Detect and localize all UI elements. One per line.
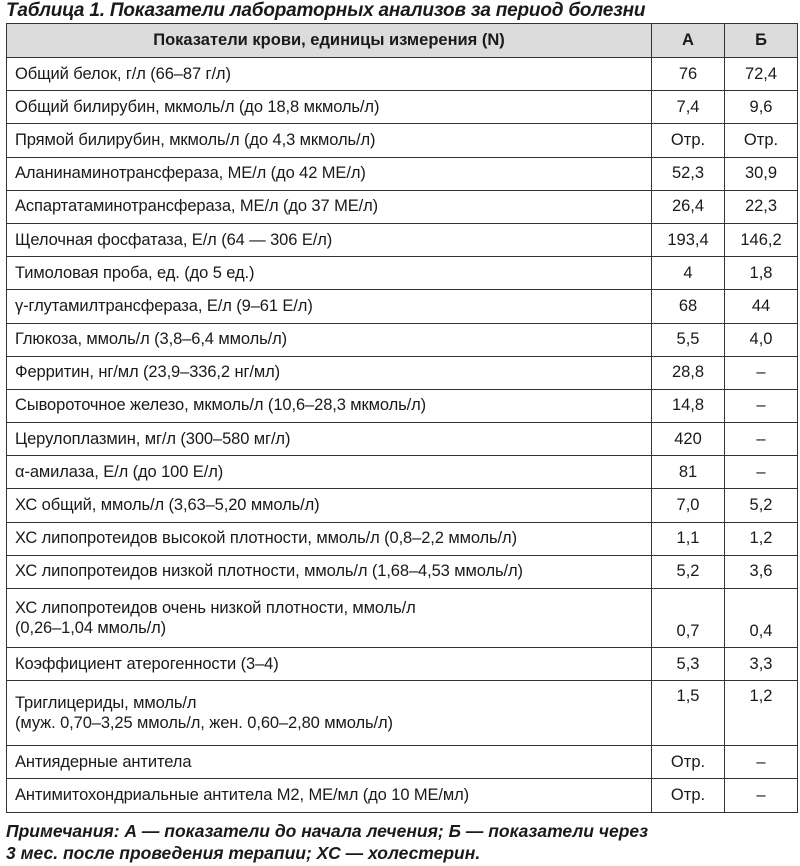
- table-row: [7, 648, 798, 681]
- table-row: [7, 681, 798, 746]
- table-row: [7, 423, 798, 456]
- row-value-b: 1,8: [725, 257, 798, 290]
- row-parameter: Аспартатаминотрансфераза, МЕ/л (до 37 МЕ/л): [7, 190, 652, 223]
- row-parameter: Сывороточное железо, мкмоль/л (10,6–28,3 мкмоль/л): [7, 389, 652, 422]
- row-parameter: Антимитохондриальные антитела М2, МЕ/мл (до 10 МЕ/мл): [7, 779, 652, 812]
- row-parameter: Аланинаминотрансфераза, МЕ/л (до 42 МЕ/л): [7, 157, 652, 190]
- header-column-a: А: [652, 24, 725, 58]
- row-value-a: 5,3: [652, 648, 725, 681]
- row-value-b: 44: [725, 290, 798, 323]
- row-parameter: [7, 589, 652, 648]
- row-value-a: 14,8: [652, 389, 725, 422]
- table-row: [7, 58, 798, 91]
- row-parameter: γ-глутамилтрансфераза, Е/л (9–61 Е/л): [7, 290, 652, 323]
- table-row: [7, 522, 798, 555]
- row-value-a: Отр.: [652, 746, 725, 779]
- row-value-b: –: [725, 356, 798, 389]
- lab-results-table: [6, 23, 798, 813]
- table-row: [7, 589, 798, 648]
- row-parameter-line1: ХС липопротеидов очень низкой плотности, ммоль/л: [15, 599, 416, 617]
- table-row: [7, 323, 798, 356]
- row-parameter: Антиядерные антитела: [7, 746, 652, 779]
- row-parameter: Ферритин, нг/мл (23,9–336,2 нг/мл): [7, 356, 652, 389]
- row-parameter: Церулоплазмин, мг/л (300–580 мг/л): [7, 423, 652, 456]
- row-parameter: α-амилаза, Е/л (до 100 Е/л): [7, 456, 652, 489]
- row-value-a: 5,5: [652, 323, 725, 356]
- row-value-a: 28,8: [652, 356, 725, 389]
- row-value-a: 76: [652, 58, 725, 91]
- table-row: [7, 223, 798, 256]
- table-row: [7, 257, 798, 290]
- row-value-b: –: [725, 456, 798, 489]
- row-parameter-line2: (0,26–1,04 ммоль/л): [15, 619, 167, 637]
- row-parameter-line1: Триглицериды, ммоль/л: [15, 694, 197, 713]
- table-notes: [6, 820, 796, 864]
- row-value-a: 7,0: [652, 489, 725, 522]
- row-value-a: Отр.: [652, 124, 725, 157]
- table-row: [7, 389, 798, 422]
- row-parameter-line2: (муж. 0,70–3,25 ммоль/л, жен. 0,60–2,80 ммоль/л): [15, 714, 393, 733]
- row-value-b: 9,6: [725, 91, 798, 124]
- row-value-b: 1,2: [725, 681, 798, 746]
- table-row: [7, 157, 798, 190]
- table-row: [7, 124, 798, 157]
- row-value-a: 81: [652, 456, 725, 489]
- row-value-a: 1,1: [652, 522, 725, 555]
- row-parameter: Щелочная фосфатаза, Е/л (64 — 306 Е/л): [7, 223, 652, 256]
- row-value-b: –: [725, 779, 798, 812]
- row-value-a: 420: [652, 423, 725, 456]
- row-parameter: Коэффициент атерогенности (3–4): [7, 648, 652, 681]
- row-value-b: 72,4: [725, 58, 798, 91]
- table-row: [7, 91, 798, 124]
- row-value-a: 7,4: [652, 91, 725, 124]
- row-parameter: Глюкоза, ммоль/л (3,8–6,4 ммоль/л): [7, 323, 652, 356]
- row-value-b: 0,4: [725, 589, 798, 648]
- row-value-b: –: [725, 389, 798, 422]
- row-value-a: 52,3: [652, 157, 725, 190]
- table-row: [7, 356, 798, 389]
- row-value-a: Отр.: [652, 779, 725, 812]
- row-value-b: 22,3: [725, 190, 798, 223]
- table-row: [7, 555, 798, 588]
- row-value-b: Отр.: [725, 124, 798, 157]
- row-parameter: ХС общий, ммоль/л (3,63–5,20 ммоль/л): [7, 489, 652, 522]
- table-title: Таблица 1. Показатели лабораторных анализов за период болезни: [6, 0, 646, 21]
- row-value-a: 193,4: [652, 223, 725, 256]
- row-value-b: 30,9: [725, 157, 798, 190]
- header-column-b: Б: [725, 24, 798, 58]
- row-value-b: 3,6: [725, 555, 798, 588]
- row-value-b: –: [725, 423, 798, 456]
- table-row: [7, 456, 798, 489]
- table-row: [7, 779, 798, 812]
- row-parameter: Общий белок, г/л (66–87 г/л): [7, 58, 652, 91]
- row-value-a: 26,4: [652, 190, 725, 223]
- notes-line2: 3 мес. после проведения терапии; ХС — холестерин.: [6, 843, 481, 863]
- row-value-b: 1,2: [725, 522, 798, 555]
- header-parameter: Показатели крови, единицы измерения (N): [7, 24, 652, 58]
- row-value-a: 5,2: [652, 555, 725, 588]
- row-parameter: Прямой билирубин, мкмоль/л (до 4,3 мкмоль/л): [7, 124, 652, 157]
- row-value-b: 5,2: [725, 489, 798, 522]
- table-row: [7, 489, 798, 522]
- notes-line1: Примечания: А — показатели до начала лечения; Б — показатели через: [6, 821, 649, 841]
- row-value-a: 68: [652, 290, 725, 323]
- row-parameter: ХС липопротеидов низкой плотности, ммоль/л (1,68–4,53 ммоль/л): [7, 555, 652, 588]
- row-value-b: 146,2: [725, 223, 798, 256]
- row-parameter: ХС липопротеидов высокой плотности, ммоль/л (0,8–2,2 ммоль/л): [7, 522, 652, 555]
- table-header-row: [7, 24, 798, 58]
- row-parameter: Тимоловая проба, ед. (до 5 ед.): [7, 257, 652, 290]
- row-parameter: [7, 681, 652, 746]
- row-value-b: 3,3: [725, 648, 798, 681]
- row-value-a: 4: [652, 257, 725, 290]
- table-row: [7, 746, 798, 779]
- table-row: [7, 290, 798, 323]
- row-parameter: Общий билирубин, мкмоль/л (до 18,8 мкмоль/л): [7, 91, 652, 124]
- table-row: [7, 190, 798, 223]
- row-value-b: 4,0: [725, 323, 798, 356]
- row-value-a: 1,5: [652, 681, 725, 746]
- row-value-a: 0,7: [652, 589, 725, 648]
- row-value-b: –: [725, 746, 798, 779]
